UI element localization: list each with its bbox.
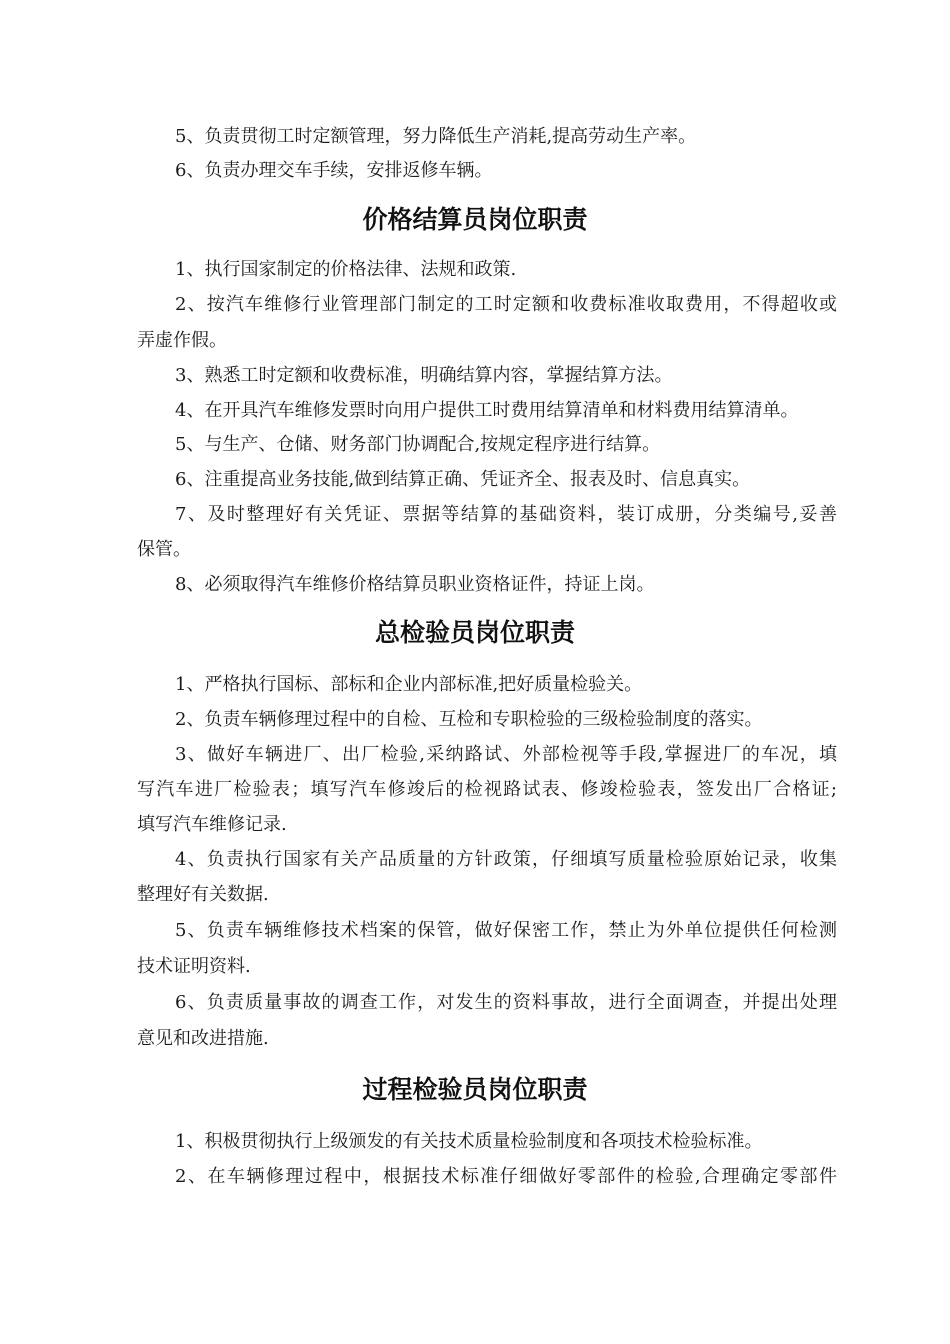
list-item: 6、注重提高业务技能,做到结算正确、凭证齐全、报表及时、信息真实。 <box>175 469 751 490</box>
list-item: 2、按汽车维修行业管理部门制定的工时定额和收费标准收取费用，不得超收或 <box>175 294 837 315</box>
list-item-continuation: 填写汽车维修记录. <box>137 814 287 835</box>
list-item: 3、熟悉工时定额和收费标准，明确结算内容，掌握结算方法。 <box>175 365 673 386</box>
list-item: 6、负责质量事故的调查工作，对发生的资料事故，进行全面调查，并提出处理 <box>175 992 837 1013</box>
list-item: 2、在车辆修理过程中，根据技术标准仔细做好零部件的检验,合理确定零部件 <box>175 1166 837 1187</box>
list-item-continuation: 写汽车进厂检验表；填写汽车修竣后的检视路试表、修竣检验表，签发出厂合格证; <box>137 779 837 800</box>
section-title: 过程检验员岗位职责 <box>362 1075 588 1104</box>
list-item: 1、积极贯彻执行上级颁发的有关技术质量检验制度和各项技术检验标准。 <box>175 1131 763 1152</box>
list-item-continuation: 技术证明资料. <box>137 956 251 977</box>
section-title: 价格结算员岗位职责 <box>362 205 588 234</box>
list-item-continuation: 整理好有关数据. <box>137 884 269 905</box>
list-item: 4、负责执行国家有关产品质量的方针政策，仔细填写质量检验原始记录，收集 <box>175 849 837 870</box>
list-item: 1、执行国家制定的价格法律、法规和政策. <box>175 259 517 280</box>
list-item: 4、在开具汽车维修发票时向用户提供工时费用结算清单和材料费用结算清单。 <box>175 400 799 421</box>
list-item-continuation: 意见和改进措施. <box>137 1028 269 1049</box>
list-item: 2、负责车辆修理过程中的自检、互检和专职检验的三级检验制度的落实。 <box>175 709 763 730</box>
list-item: 3、做好车辆进厂、出厂检验,采纳路试、外部检视等手段,掌握进厂的车况，填 <box>175 744 837 765</box>
list-item: 5、负责车辆维修技术档案的保管，做好保密工作，禁止为外单位提供任何检测 <box>175 920 837 941</box>
list-item: 5、与生产、仓储、财务部门协调配合,按规定程序进行结算。 <box>175 434 661 455</box>
list-item-continuation: 保管。 <box>137 539 191 560</box>
intro-line: 6、负责办理交车手续，安排返修车辆。 <box>175 160 493 181</box>
list-item: 8、必须取得汽车维修价格结算员职业资格证件，持证上岗。 <box>175 574 655 595</box>
list-item: 1、严格执行国标、部标和企业内部标准,把好质量检验关。 <box>175 674 643 695</box>
intro-line: 5、负责贯彻工时定额管理，努力降低生产消耗,提高劳动生产率。 <box>175 126 697 147</box>
list-item: 7、及时整理好有关凭证、票据等结算的基础资料，装订成册，分类编号,妥善 <box>175 504 837 525</box>
list-item-continuation: 弄虚作假。 <box>137 330 227 351</box>
section-title: 总检验员岗位职责 <box>374 618 575 647</box>
